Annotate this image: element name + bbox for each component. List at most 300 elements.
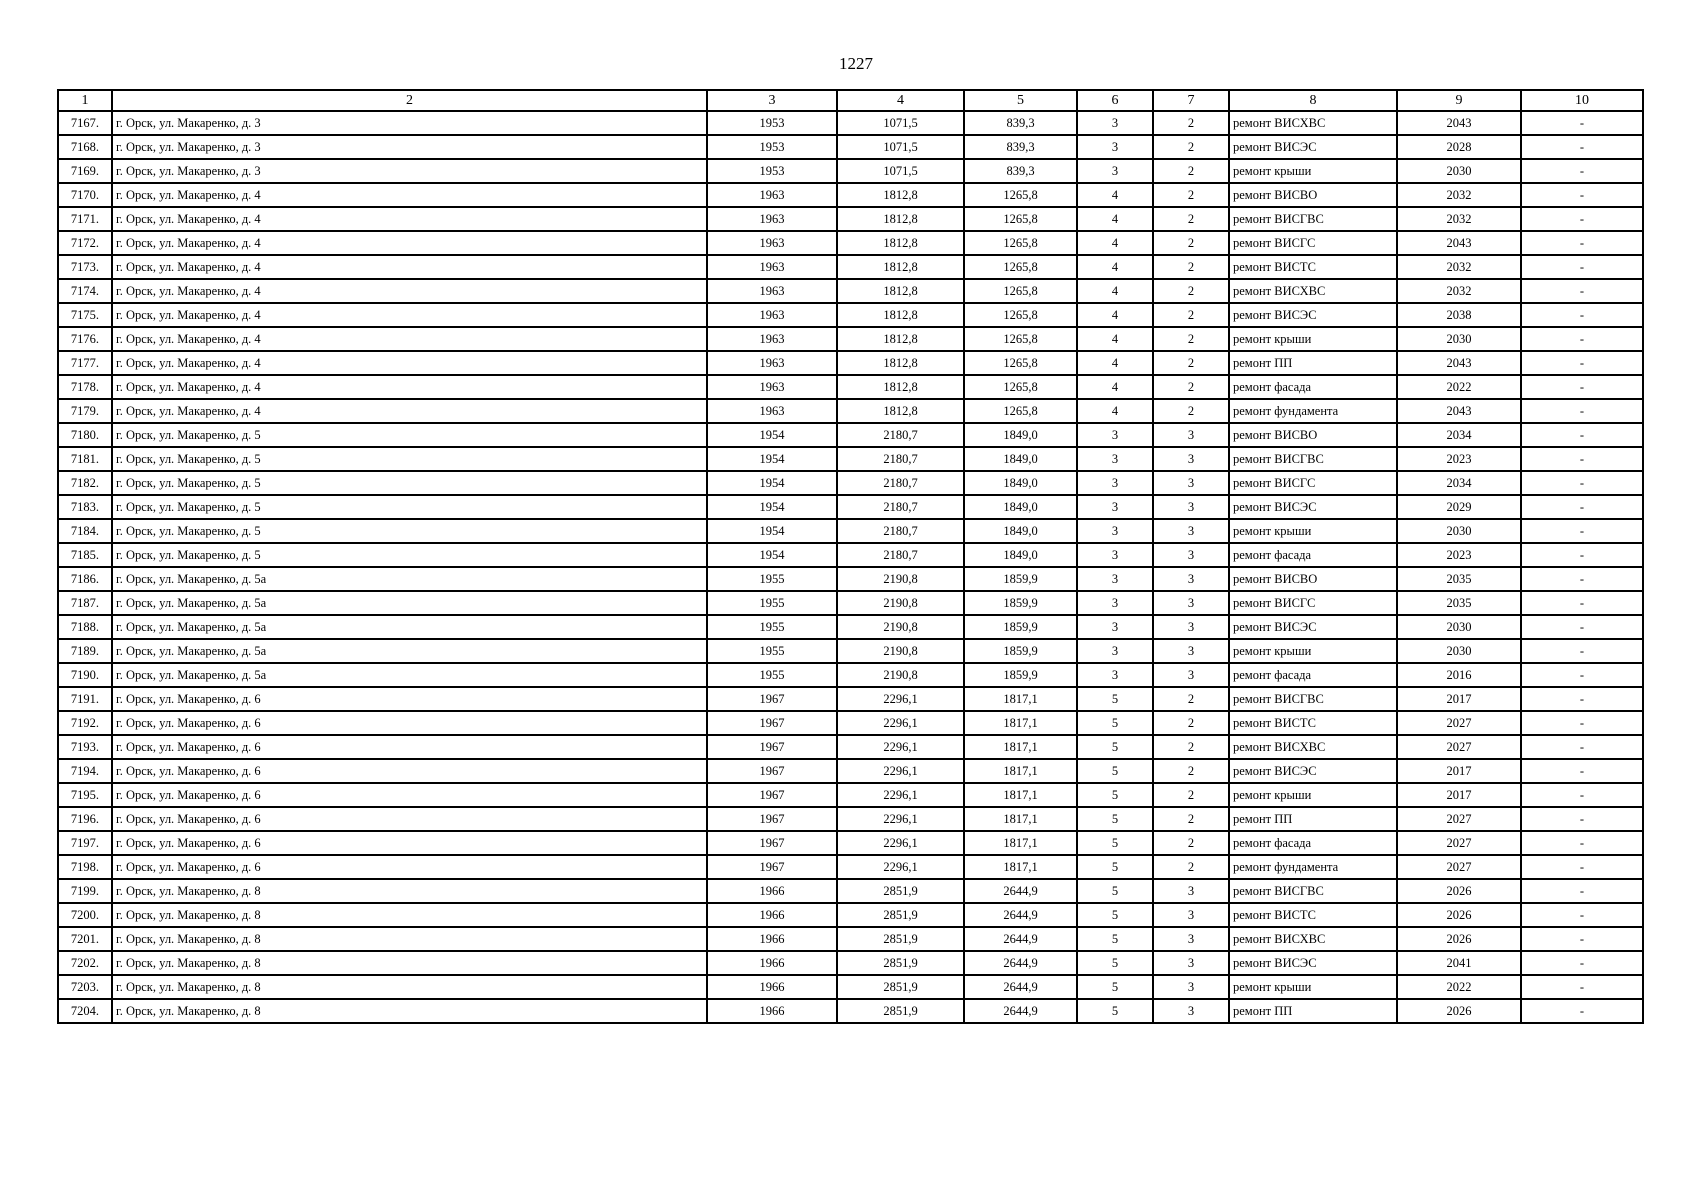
cell-repair-type: ремонт ВИСТС xyxy=(1229,711,1397,735)
cell-entrances: 3 xyxy=(1153,567,1229,591)
table-row xyxy=(58,735,1643,759)
cell-row-number: 7179. xyxy=(58,399,112,423)
cell-floors: 4 xyxy=(1077,279,1153,303)
table-row xyxy=(58,303,1643,327)
cell-note: - xyxy=(1521,183,1643,207)
cell-entrances: 3 xyxy=(1153,615,1229,639)
cell-planned-year: 2026 xyxy=(1397,927,1521,951)
cell-address: г. Орск, ул. Макаренко, д. 5 xyxy=(112,423,707,447)
table-row xyxy=(58,207,1643,231)
cell-note: - xyxy=(1521,999,1643,1023)
cell-build-year: 1955 xyxy=(707,663,837,687)
cell-row-number: 7168. xyxy=(58,135,112,159)
cell-living-area: 1265,8 xyxy=(964,207,1077,231)
cell-address: г. Орск, ул. Макаренко, д. 4 xyxy=(112,207,707,231)
cell-living-area: 1265,8 xyxy=(964,183,1077,207)
table-row xyxy=(58,927,1643,951)
cell-note: - xyxy=(1521,135,1643,159)
cell-build-year: 1963 xyxy=(707,231,837,255)
cell-note: - xyxy=(1521,447,1643,471)
cell-living-area: 839,3 xyxy=(964,135,1077,159)
cell-entrances: 2 xyxy=(1153,183,1229,207)
cell-build-year: 1967 xyxy=(707,687,837,711)
cell-build-year: 1954 xyxy=(707,447,837,471)
cell-entrances: 2 xyxy=(1153,327,1229,351)
cell-note: - xyxy=(1521,567,1643,591)
cell-build-year: 1967 xyxy=(707,855,837,879)
cell-build-year: 1963 xyxy=(707,255,837,279)
cell-total-area: 2296,1 xyxy=(837,783,964,807)
column-header-3: 3 xyxy=(707,90,837,111)
cell-total-area: 2296,1 xyxy=(837,759,964,783)
cell-living-area: 1849,0 xyxy=(964,495,1077,519)
cell-living-area: 2644,9 xyxy=(964,903,1077,927)
table-row xyxy=(58,543,1643,567)
cell-row-number: 7196. xyxy=(58,807,112,831)
cell-living-area: 1265,8 xyxy=(964,399,1077,423)
cell-living-area: 1265,8 xyxy=(964,255,1077,279)
cell-entrances: 2 xyxy=(1153,279,1229,303)
column-header-6: 6 xyxy=(1077,90,1153,111)
cell-build-year: 1954 xyxy=(707,423,837,447)
cell-floors: 5 xyxy=(1077,807,1153,831)
cell-address: г. Орск, ул. Макаренко, д. 5 xyxy=(112,471,707,495)
cell-living-area: 1265,8 xyxy=(964,303,1077,327)
cell-repair-type: ремонт фундамента xyxy=(1229,855,1397,879)
cell-address: г. Орск, ул. Макаренко, д. 8 xyxy=(112,903,707,927)
cell-living-area: 2644,9 xyxy=(964,975,1077,999)
cell-note: - xyxy=(1521,687,1643,711)
table-row xyxy=(58,951,1643,975)
cell-living-area: 2644,9 xyxy=(964,951,1077,975)
cell-row-number: 7197. xyxy=(58,831,112,855)
cell-repair-type: ремонт ВИСГС xyxy=(1229,591,1397,615)
column-header-2: 2 xyxy=(112,90,707,111)
table-row xyxy=(58,687,1643,711)
cell-build-year: 1963 xyxy=(707,207,837,231)
cell-repair-type: ремонт ВИСХВС xyxy=(1229,927,1397,951)
cell-floors: 4 xyxy=(1077,399,1153,423)
cell-total-area: 2296,1 xyxy=(837,711,964,735)
cell-entrances: 2 xyxy=(1153,231,1229,255)
cell-repair-type: ремонт ВИСЭС xyxy=(1229,135,1397,159)
cell-living-area: 2644,9 xyxy=(964,927,1077,951)
cell-address: г. Орск, ул. Макаренко, д. 6 xyxy=(112,831,707,855)
cell-row-number: 7184. xyxy=(58,519,112,543)
cell-planned-year: 2032 xyxy=(1397,183,1521,207)
cell-repair-type: ремонт фундамента xyxy=(1229,399,1397,423)
cell-build-year: 1967 xyxy=(707,807,837,831)
cell-total-area: 2190,8 xyxy=(837,591,964,615)
cell-address: г. Орск, ул. Макаренко, д. 5 xyxy=(112,543,707,567)
cell-note: - xyxy=(1521,855,1643,879)
cell-planned-year: 2032 xyxy=(1397,279,1521,303)
table-row xyxy=(58,639,1643,663)
cell-planned-year: 2017 xyxy=(1397,759,1521,783)
cell-planned-year: 2026 xyxy=(1397,879,1521,903)
table-row xyxy=(58,519,1643,543)
cell-build-year: 1963 xyxy=(707,183,837,207)
cell-build-year: 1966 xyxy=(707,879,837,903)
table-row xyxy=(58,159,1643,183)
cell-living-area: 1817,1 xyxy=(964,831,1077,855)
cell-build-year: 1954 xyxy=(707,471,837,495)
page-number: 1227 xyxy=(839,54,873,73)
cell-row-number: 7176. xyxy=(58,327,112,351)
table-row xyxy=(58,663,1643,687)
cell-entrances: 2 xyxy=(1153,831,1229,855)
cell-total-area: 2296,1 xyxy=(837,687,964,711)
cell-row-number: 7194. xyxy=(58,759,112,783)
cell-address: г. Орск, ул. Макаренко, д. 6 xyxy=(112,855,707,879)
cell-row-number: 7198. xyxy=(58,855,112,879)
cell-address: г. Орск, ул. Макаренко, д. 8 xyxy=(112,951,707,975)
cell-total-area: 2180,7 xyxy=(837,447,964,471)
cell-note: - xyxy=(1521,879,1643,903)
cell-entrances: 2 xyxy=(1153,255,1229,279)
cell-living-area: 1859,9 xyxy=(964,639,1077,663)
cell-repair-type: ремонт ВИСЭС xyxy=(1229,759,1397,783)
cell-address: г. Орск, ул. Макаренко, д. 3 xyxy=(112,159,707,183)
cell-address: г. Орск, ул. Макаренко, д. 5а xyxy=(112,663,707,687)
cell-total-area: 1812,8 xyxy=(837,231,964,255)
cell-living-area: 2644,9 xyxy=(964,879,1077,903)
cell-floors: 4 xyxy=(1077,183,1153,207)
table-row xyxy=(58,135,1643,159)
cell-build-year: 1963 xyxy=(707,375,837,399)
cell-planned-year: 2034 xyxy=(1397,423,1521,447)
cell-note: - xyxy=(1521,327,1643,351)
cell-row-number: 7200. xyxy=(58,903,112,927)
cell-planned-year: 2027 xyxy=(1397,807,1521,831)
table-row xyxy=(58,279,1643,303)
cell-repair-type: ремонт крыши xyxy=(1229,639,1397,663)
cell-living-area: 1849,0 xyxy=(964,471,1077,495)
cell-note: - xyxy=(1521,831,1643,855)
cell-entrances: 2 xyxy=(1153,111,1229,135)
cell-total-area: 1812,8 xyxy=(837,303,964,327)
cell-build-year: 1966 xyxy=(707,927,837,951)
cell-total-area: 2190,8 xyxy=(837,615,964,639)
cell-repair-type: ремонт крыши xyxy=(1229,159,1397,183)
cell-entrances: 3 xyxy=(1153,471,1229,495)
cell-floors: 4 xyxy=(1077,375,1153,399)
cell-entrances: 2 xyxy=(1153,135,1229,159)
cell-planned-year: 2027 xyxy=(1397,711,1521,735)
cell-living-area: 1859,9 xyxy=(964,591,1077,615)
cell-build-year: 1953 xyxy=(707,159,837,183)
cell-total-area: 2180,7 xyxy=(837,519,964,543)
table-row xyxy=(58,855,1643,879)
cell-note: - xyxy=(1521,807,1643,831)
cell-build-year: 1954 xyxy=(707,543,837,567)
cell-build-year: 1955 xyxy=(707,591,837,615)
cell-address: г. Орск, ул. Макаренко, д. 4 xyxy=(112,279,707,303)
cell-build-year: 1954 xyxy=(707,495,837,519)
table-row xyxy=(58,351,1643,375)
cell-repair-type: ремонт фасада xyxy=(1229,543,1397,567)
cell-repair-type: ремонт ПП xyxy=(1229,999,1397,1023)
cell-total-area: 2851,9 xyxy=(837,879,964,903)
cell-floors: 5 xyxy=(1077,951,1153,975)
cell-repair-type: ремонт ПП xyxy=(1229,807,1397,831)
cell-build-year: 1954 xyxy=(707,519,837,543)
cell-living-area: 1817,1 xyxy=(964,687,1077,711)
cell-entrances: 3 xyxy=(1153,999,1229,1023)
cell-planned-year: 2026 xyxy=(1397,903,1521,927)
cell-row-number: 7174. xyxy=(58,279,112,303)
cell-row-number: 7173. xyxy=(58,255,112,279)
cell-entrances: 2 xyxy=(1153,687,1229,711)
cell-planned-year: 2035 xyxy=(1397,591,1521,615)
cell-repair-type: ремонт ВИСГВС xyxy=(1229,687,1397,711)
cell-address: г. Орск, ул. Макаренко, д. 4 xyxy=(112,255,707,279)
cell-planned-year: 2035 xyxy=(1397,567,1521,591)
cell-floors: 5 xyxy=(1077,735,1153,759)
cell-total-area: 1071,5 xyxy=(837,135,964,159)
cell-living-area: 1849,0 xyxy=(964,519,1077,543)
table-row xyxy=(58,759,1643,783)
cell-address: г. Орск, ул. Макаренко, д. 6 xyxy=(112,687,707,711)
cell-repair-type: ремонт ВИСЭС xyxy=(1229,951,1397,975)
cell-floors: 5 xyxy=(1077,879,1153,903)
cell-planned-year: 2043 xyxy=(1397,351,1521,375)
cell-entrances: 2 xyxy=(1153,351,1229,375)
cell-build-year: 1963 xyxy=(707,399,837,423)
table-row xyxy=(58,975,1643,999)
cell-floors: 5 xyxy=(1077,783,1153,807)
cell-total-area: 2851,9 xyxy=(837,927,964,951)
cell-build-year: 1967 xyxy=(707,759,837,783)
cell-total-area: 1812,8 xyxy=(837,375,964,399)
cell-living-area: 1817,1 xyxy=(964,783,1077,807)
table-row xyxy=(58,423,1643,447)
cell-note: - xyxy=(1521,471,1643,495)
cell-row-number: 7189. xyxy=(58,639,112,663)
cell-note: - xyxy=(1521,351,1643,375)
cell-build-year: 1955 xyxy=(707,567,837,591)
cell-total-area: 2296,1 xyxy=(837,807,964,831)
cell-note: - xyxy=(1521,951,1643,975)
table-row xyxy=(58,327,1643,351)
cell-planned-year: 2030 xyxy=(1397,327,1521,351)
cell-note: - xyxy=(1521,279,1643,303)
cell-total-area: 2190,8 xyxy=(837,663,964,687)
cell-planned-year: 2027 xyxy=(1397,855,1521,879)
cell-address: г. Орск, ул. Макаренко, д. 6 xyxy=(112,735,707,759)
cell-planned-year: 2030 xyxy=(1397,615,1521,639)
table-row xyxy=(58,999,1643,1023)
table-row xyxy=(58,447,1643,471)
cell-entrances: 3 xyxy=(1153,423,1229,447)
cell-repair-type: ремонт ВИСЭС xyxy=(1229,615,1397,639)
table-header-row xyxy=(58,90,1643,111)
cell-total-area: 2180,7 xyxy=(837,471,964,495)
cell-row-number: 7190. xyxy=(58,663,112,687)
cell-note: - xyxy=(1521,423,1643,447)
column-header-1: 1 xyxy=(58,90,112,111)
cell-row-number: 7201. xyxy=(58,927,112,951)
cell-planned-year: 2032 xyxy=(1397,207,1521,231)
cell-repair-type: ремонт фасада xyxy=(1229,831,1397,855)
cell-address: г. Орск, ул. Макаренко, д. 4 xyxy=(112,351,707,375)
cell-build-year: 1966 xyxy=(707,903,837,927)
cell-entrances: 3 xyxy=(1153,879,1229,903)
table-row xyxy=(58,903,1643,927)
cell-row-number: 7171. xyxy=(58,207,112,231)
cell-row-number: 7186. xyxy=(58,567,112,591)
cell-address: г. Орск, ул. Макаренко, д. 8 xyxy=(112,927,707,951)
cell-planned-year: 2041 xyxy=(1397,951,1521,975)
cell-repair-type: ремонт ВИСВО xyxy=(1229,183,1397,207)
cell-living-area: 839,3 xyxy=(964,111,1077,135)
cell-living-area: 1265,8 xyxy=(964,375,1077,399)
cell-row-number: 7203. xyxy=(58,975,112,999)
cell-planned-year: 2027 xyxy=(1397,735,1521,759)
cell-build-year: 1963 xyxy=(707,327,837,351)
cell-total-area: 1812,8 xyxy=(837,351,964,375)
table-row xyxy=(58,471,1643,495)
cell-total-area: 1812,8 xyxy=(837,327,964,351)
cell-living-area: 2644,9 xyxy=(964,999,1077,1023)
cell-row-number: 7169. xyxy=(58,159,112,183)
cell-floors: 4 xyxy=(1077,255,1153,279)
cell-row-number: 7204. xyxy=(58,999,112,1023)
cell-planned-year: 2016 xyxy=(1397,663,1521,687)
cell-entrances: 3 xyxy=(1153,447,1229,471)
cell-build-year: 1963 xyxy=(707,351,837,375)
cell-note: - xyxy=(1521,231,1643,255)
cell-living-area: 1859,9 xyxy=(964,615,1077,639)
cell-repair-type: ремонт ВИСТС xyxy=(1229,255,1397,279)
cell-address: г. Орск, ул. Макаренко, д. 3 xyxy=(112,111,707,135)
cell-total-area: 2851,9 xyxy=(837,903,964,927)
cell-total-area: 2190,8 xyxy=(837,567,964,591)
cell-address: г. Орск, ул. Макаренко, д. 3 xyxy=(112,135,707,159)
cell-floors: 4 xyxy=(1077,327,1153,351)
cell-living-area: 839,3 xyxy=(964,159,1077,183)
cell-note: - xyxy=(1521,399,1643,423)
cell-note: - xyxy=(1521,207,1643,231)
cell-floors: 3 xyxy=(1077,111,1153,135)
cell-entrances: 2 xyxy=(1153,783,1229,807)
cell-planned-year: 2032 xyxy=(1397,255,1521,279)
cell-repair-type: ремонт крыши xyxy=(1229,327,1397,351)
cell-living-area: 1859,9 xyxy=(964,663,1077,687)
cell-repair-type: ремонт ВИСХВС xyxy=(1229,111,1397,135)
table-row xyxy=(58,615,1643,639)
cell-address: г. Орск, ул. Макаренко, д. 5 xyxy=(112,447,707,471)
cell-build-year: 1955 xyxy=(707,639,837,663)
cell-planned-year: 2030 xyxy=(1397,519,1521,543)
cell-row-number: 7178. xyxy=(58,375,112,399)
cell-row-number: 7180. xyxy=(58,423,112,447)
cell-repair-type: ремонт ВИСХВС xyxy=(1229,735,1397,759)
column-header-4: 4 xyxy=(837,90,964,111)
cell-total-area: 2296,1 xyxy=(837,831,964,855)
cell-note: - xyxy=(1521,663,1643,687)
cell-build-year: 1966 xyxy=(707,999,837,1023)
cell-row-number: 7167. xyxy=(58,111,112,135)
cell-total-area: 1812,8 xyxy=(837,255,964,279)
cell-living-area: 1849,0 xyxy=(964,423,1077,447)
cell-total-area: 1812,8 xyxy=(837,279,964,303)
cell-floors: 3 xyxy=(1077,615,1153,639)
cell-total-area: 2851,9 xyxy=(837,975,964,999)
cell-repair-type: ремонт крыши xyxy=(1229,783,1397,807)
table-row xyxy=(58,183,1643,207)
cell-entrances: 3 xyxy=(1153,975,1229,999)
cell-planned-year: 2028 xyxy=(1397,135,1521,159)
table-row xyxy=(58,591,1643,615)
cell-living-area: 1817,1 xyxy=(964,807,1077,831)
cell-floors: 3 xyxy=(1077,423,1153,447)
cell-build-year: 1967 xyxy=(707,735,837,759)
column-header-9: 9 xyxy=(1397,90,1521,111)
cell-note: - xyxy=(1521,615,1643,639)
cell-entrances: 3 xyxy=(1153,951,1229,975)
cell-floors: 4 xyxy=(1077,231,1153,255)
cell-planned-year: 2043 xyxy=(1397,231,1521,255)
cell-living-area: 1265,8 xyxy=(964,327,1077,351)
cell-total-area: 2180,7 xyxy=(837,423,964,447)
cell-address: г. Орск, ул. Макаренко, д. 6 xyxy=(112,711,707,735)
cell-repair-type: ремонт крыши xyxy=(1229,519,1397,543)
cell-repair-type: ремонт ПП xyxy=(1229,351,1397,375)
cell-row-number: 7202. xyxy=(58,951,112,975)
cell-repair-type: ремонт ВИСЭС xyxy=(1229,495,1397,519)
cell-planned-year: 2043 xyxy=(1397,399,1521,423)
cell-address: г. Орск, ул. Макаренко, д. 4 xyxy=(112,375,707,399)
cell-row-number: 7183. xyxy=(58,495,112,519)
cell-entrances: 2 xyxy=(1153,711,1229,735)
cell-build-year: 1953 xyxy=(707,135,837,159)
cell-living-area: 1265,8 xyxy=(964,231,1077,255)
cell-entrances: 3 xyxy=(1153,495,1229,519)
cell-note: - xyxy=(1521,783,1643,807)
cell-address: г. Орск, ул. Макаренко, д. 8 xyxy=(112,879,707,903)
cell-row-number: 7193. xyxy=(58,735,112,759)
cell-repair-type: ремонт ВИСГВС xyxy=(1229,447,1397,471)
cell-planned-year: 2017 xyxy=(1397,783,1521,807)
cell-address: г. Орск, ул. Макаренко, д. 5а xyxy=(112,567,707,591)
cell-planned-year: 2034 xyxy=(1397,471,1521,495)
table-row xyxy=(58,231,1643,255)
column-header-8: 8 xyxy=(1229,90,1397,111)
cell-row-number: 7187. xyxy=(58,591,112,615)
cell-planned-year: 2030 xyxy=(1397,159,1521,183)
cell-note: - xyxy=(1521,711,1643,735)
cell-address: г. Орск, ул. Макаренко, д. 8 xyxy=(112,975,707,999)
cell-floors: 5 xyxy=(1077,855,1153,879)
cell-address: г. Орск, ул. Макаренко, д. 6 xyxy=(112,807,707,831)
cell-floors: 3 xyxy=(1077,519,1153,543)
cell-note: - xyxy=(1521,735,1643,759)
cell-build-year: 1963 xyxy=(707,279,837,303)
column-header-7: 7 xyxy=(1153,90,1229,111)
cell-entrances: 2 xyxy=(1153,855,1229,879)
cell-row-number: 7170. xyxy=(58,183,112,207)
table-row xyxy=(58,783,1643,807)
cell-planned-year: 2017 xyxy=(1397,687,1521,711)
cell-entrances: 2 xyxy=(1153,399,1229,423)
repair-schedule-table xyxy=(57,89,1644,1024)
cell-living-area: 1849,0 xyxy=(964,543,1077,567)
cell-floors: 3 xyxy=(1077,567,1153,591)
cell-address: г. Орск, ул. Макаренко, д. 4 xyxy=(112,327,707,351)
cell-living-area: 1817,1 xyxy=(964,855,1077,879)
cell-living-area: 1817,1 xyxy=(964,759,1077,783)
